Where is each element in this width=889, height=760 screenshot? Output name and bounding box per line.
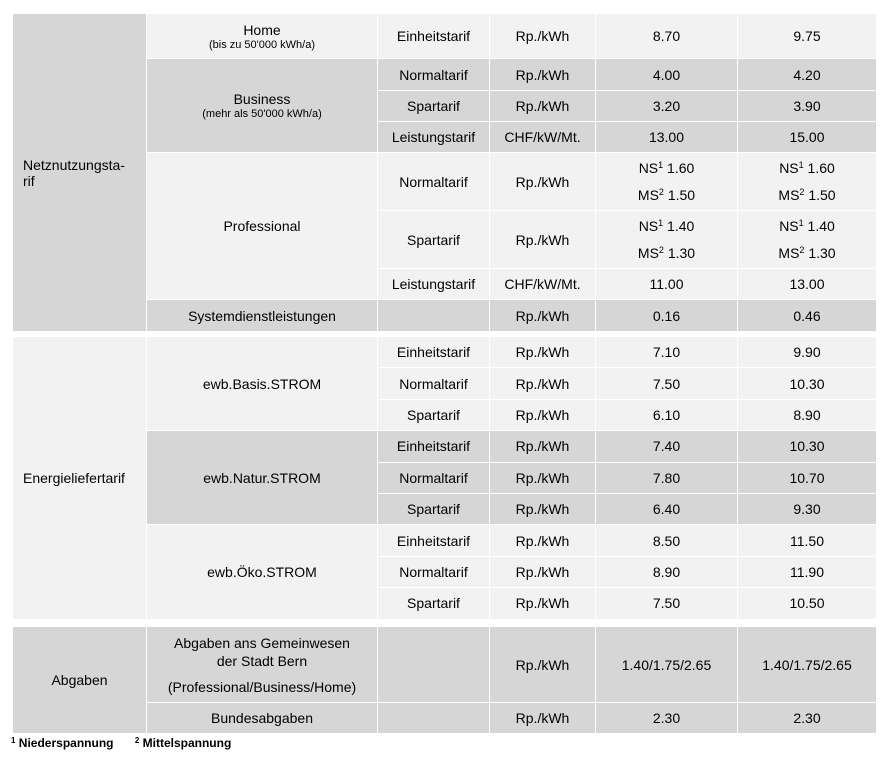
value-cell: 13.00 (738, 269, 877, 300)
tariff-cell: Normaltarif (378, 556, 490, 587)
unit-cell: Rp./kWh (490, 59, 596, 91)
value-cell (596, 211, 738, 269)
ms-value: $MS^2$ 1.30 (778, 244, 836, 261)
value-cell: 13.00 (596, 122, 738, 153)
value-cell: 7.10 (596, 337, 738, 368)
value-cell: 10.50 (738, 588, 877, 619)
ns-value: $NS^1$ 1.40 (638, 217, 695, 234)
value-cell: 3.90 (738, 91, 877, 122)
unit-cell: Rp./kWh (490, 300, 596, 332)
unit-cell: Rp./kWh (490, 525, 596, 556)
tariff-cell-empty (378, 300, 490, 332)
value-cell (738, 211, 877, 269)
value-cell: 3.20 (596, 91, 738, 122)
value-cell: 8.90 (596, 556, 738, 587)
ms-value: $MS^2$ 1.50 (637, 186, 696, 203)
tariff-cell: Spartarif (378, 211, 490, 269)
unit-cell: Rp./kWh (490, 588, 596, 619)
value-cell: 1.40/1.75/2.65 (596, 627, 738, 703)
value-cell: 8.70 (596, 14, 738, 59)
product-home-name: Home (243, 21, 281, 38)
value-cell: 9.75 (738, 14, 877, 59)
unit-cell: Rp./kWh (490, 14, 596, 59)
value-cell: 11.50 (738, 525, 877, 556)
footnotes (11, 736, 249, 750)
tariff-cell: Normaltarif (378, 59, 490, 91)
tariff-cell: Spartarif (378, 91, 490, 122)
value-cell: 7.50 (596, 368, 738, 399)
unit-cell: Rp./kWh (490, 627, 596, 703)
tariff-cell: Normaltarif (378, 462, 490, 493)
unit-cell: CHF/kW/Mt. (490, 122, 596, 153)
unit-cell: Rp./kWh (490, 462, 596, 493)
tariff-cell: Leistungstarif (378, 122, 490, 153)
unit-cell: Rp./kWh (490, 337, 596, 368)
value-cell: 9.30 (738, 493, 877, 524)
unit-cell: Rp./kWh (490, 431, 596, 462)
product-basis: ewb.Basis.STROM (147, 337, 378, 431)
tariff-cell: Spartarif (378, 493, 490, 524)
product-home-sub: (bis zu 50'000 kWh/a) (208, 38, 316, 51)
product-home (147, 14, 378, 59)
value-cell (738, 153, 877, 211)
product-business-sub: (mehr als 50'000 kWh/a) (202, 108, 322, 120)
value-cell: 4.20 (738, 59, 877, 91)
ns-value: $NS^1$ 1.60 (638, 159, 695, 176)
value-cell: 2.30 (738, 703, 877, 734)
value-cell: 7.80 (596, 462, 738, 493)
value-cell: 10.70 (738, 462, 877, 493)
value-cell: 10.30 (738, 368, 877, 399)
footnote-2: $^2$ Mittelspannung (134, 736, 232, 750)
value-cell: 2.30 (596, 703, 738, 734)
energie-table (12, 336, 877, 620)
tariff-cell: Einheitstarif (378, 525, 490, 556)
category-abgaben: Abgaben (13, 627, 147, 734)
value-cell: 0.16 (596, 300, 738, 332)
category-netznutzung: Netznutzungsta- rif (13, 14, 147, 332)
unit-cell: Rp./kWh (490, 703, 596, 734)
value-cell: 11.90 (738, 556, 877, 587)
value-cell: 9.90 (738, 337, 877, 368)
tariff-cell: Einheitstarif (378, 337, 490, 368)
unit-cell: Rp./kWh (490, 91, 596, 122)
gemeinwesen-line2: der Stadt Bern (216, 652, 308, 669)
unit-cell: Rp./kWh (490, 211, 596, 269)
value-cell: 7.40 (596, 431, 738, 462)
product-business-name: Business (233, 91, 291, 107)
value-cell: 7.50 (596, 588, 738, 619)
abgaben-table (12, 626, 877, 734)
tariff-cell: Leistungstarif (378, 269, 490, 300)
tariff-cell: Normaltarif (378, 153, 490, 211)
value-cell (596, 153, 738, 211)
value-cell: 4.00 (596, 59, 738, 91)
unit-cell: Rp./kWh (490, 493, 596, 524)
tariff-cell: Einheitstarif (378, 14, 490, 59)
category-energie: Energieliefertarif (13, 337, 147, 620)
tariff-cell: Spartarif (378, 399, 490, 430)
product-natur: ewb.Natur.STROM (147, 431, 378, 525)
ns-value: $NS^1$ 1.40 (779, 217, 835, 234)
product-business (147, 59, 378, 153)
tariff-cell: Normaltarif (378, 368, 490, 399)
tariff-cell: Spartarif (378, 588, 490, 619)
unit-cell: Rp./kWh (490, 556, 596, 587)
tariff-cell-empty (378, 703, 490, 734)
value-cell: 11.00 (596, 269, 738, 300)
product-bund: Bundesabgaben (147, 703, 378, 734)
unit-cell: CHF/kW/Mt. (490, 269, 596, 300)
product-gemeinwesen (147, 627, 378, 703)
value-cell: 1.40/1.75/2.65 (738, 627, 877, 703)
product-professional: Professional (147, 153, 378, 300)
gemeinwesen-line3: (Professional/Business/Home) (167, 678, 357, 695)
product-system: Systemdienstleistungen (147, 300, 378, 332)
product-oeko: ewb.Öko.STROM (147, 525, 378, 619)
value-cell: 15.00 (738, 122, 877, 153)
ms-value: $MS^2$ 1.30 (637, 244, 696, 261)
gemeinwesen-line1: Abgaben ans Gemeinwesen (174, 634, 350, 651)
unit-cell: Rp./kWh (490, 368, 596, 399)
ms-value: $MS^2$ 1.50 (778, 186, 836, 203)
value-cell: 8.50 (596, 525, 738, 556)
footnote-1: $^1$ Niederspannung (11, 736, 114, 750)
value-cell: 6.40 (596, 493, 738, 524)
netznutzung-table (12, 13, 877, 332)
ns-value: $NS^1$ 1.60 (779, 159, 835, 176)
value-cell: 6.10 (596, 399, 738, 430)
tariff-cell-empty (378, 627, 490, 703)
tariff-cell: Einheitstarif (378, 431, 490, 462)
value-cell: 10.30 (738, 431, 877, 462)
value-cell: 0.46 (738, 300, 877, 332)
unit-cell: Rp./kWh (490, 153, 596, 211)
unit-cell: Rp./kWh (490, 399, 596, 430)
value-cell: 8.90 (738, 399, 877, 430)
